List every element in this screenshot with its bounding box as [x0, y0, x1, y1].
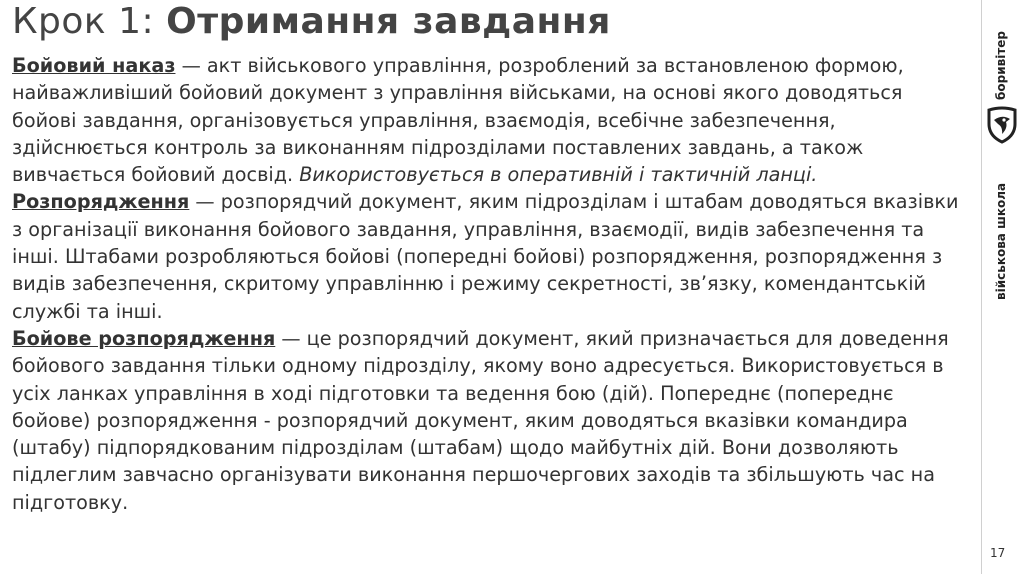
page-title — [12, 0, 611, 44]
school-name: військова школа — [994, 182, 1008, 300]
title-main: Отримання завдання — [166, 1, 611, 42]
definition-combat-order: — акт військового управління, розроблений за встановленою формою, найважливіший бойовий документ з управління військами, на основі якого доводяться бойові завдання, організовується управління, взаємодія, всебічне забезпечення, здійснюється контроль за виконанням підрозділами поставлених завдань, а також вивчається бойовий досвід. — [12, 54, 904, 187]
page-number: 17 — [990, 546, 1006, 560]
term-combat-order: Бойовий наказ — [12, 54, 176, 77]
paragraph-combat-order — [12, 52, 970, 188]
brand-name: боривітер — [994, 30, 1008, 100]
paragraph-combat-directive — [12, 325, 970, 516]
definition-directive: — розпорядчий документ, яким підрозділам і штабам доводяться вказівки з організації виконання бойового завдання, управління, взаємодії, видів забезпечення та інші. Штабами розробляються бойові (попередні бойові) розпорядження, розпорядження з видів забезпечення, скритому управлінню і режиму секретності, зв’язку, комендантській службі та інші. — [12, 190, 959, 323]
term-combat-directive: Бойове розпорядження — [12, 326, 276, 350]
slide-body — [12, 52, 970, 516]
paragraph-directive — [12, 188, 970, 324]
sidebar-divider — [981, 0, 982, 574]
term-directive: Розпорядження — [12, 190, 190, 214]
definition-combat-directive: — це розпорядчий документ, який призначається для доведення бойового завдання тільки одному підрозділу, якому воно адресується. Використовується в усіх ланках управління в ході підготовки та ведення бою (дій). Попереднє (попереднє бойове) розпорядження - розпорядчий документ, яким доводяться вказівки командира (штабу) підпорядкованим підрозділам (штабам) щодо майбутніх дій. Вони дозволяють підлеглим завчасно організувати виконання першочергових заходів та збільшують час на підготовку. — [12, 326, 949, 514]
title-step: Крок 1: — [12, 1, 155, 42]
falcon-shield-icon — [985, 106, 1019, 144]
note-combat-order: Використовується в оперативній і тактичній ланці. — [299, 163, 818, 187]
